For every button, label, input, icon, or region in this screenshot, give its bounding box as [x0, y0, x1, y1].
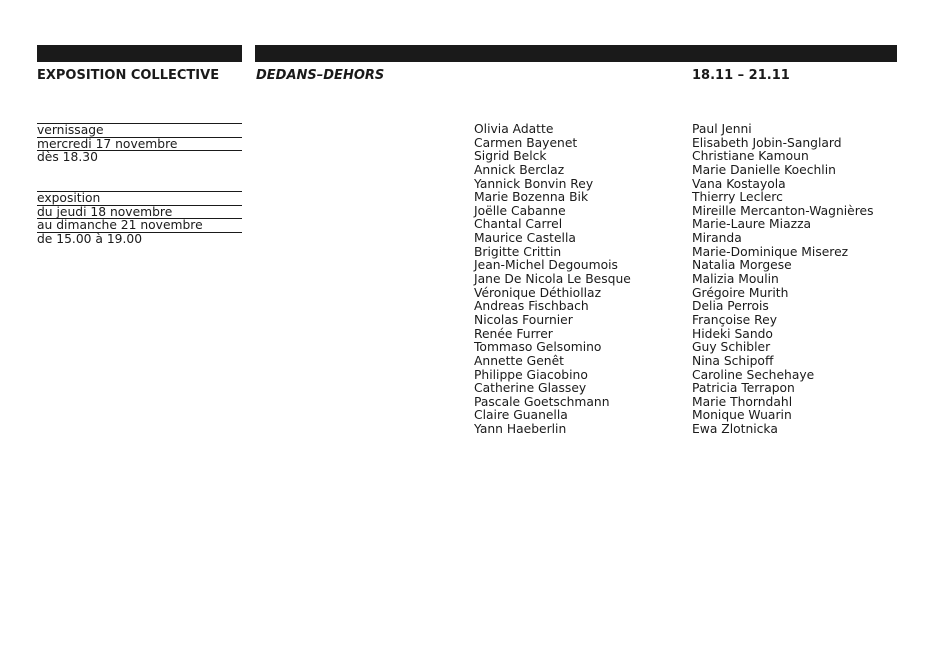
- artist-name: Elisabeth Jobin-Sanglard: [692, 135, 842, 150]
- artist-name: Jane De Nicola Le Besque: [474, 272, 631, 287]
- artist-name: Grégoire Murith: [692, 285, 789, 300]
- artist-name: Marie-Dominique Miserez: [692, 244, 849, 259]
- artist-name: Sigrid Belck: [474, 149, 547, 164]
- artist-name: Annette Genêt: [474, 353, 564, 368]
- artist-name: Thierry Leclerc: [692, 190, 783, 205]
- artist-name: Renée Furrer: [474, 326, 553, 341]
- artist-name: Miranda: [692, 231, 742, 246]
- artist-name: Vana Kostayola: [692, 176, 786, 191]
- artist-name: Françoise Rey: [692, 312, 777, 327]
- artist-name: Marie Bozenna Bik: [474, 190, 589, 205]
- vernissage-label: vernissage: [37, 123, 242, 137]
- artist-name: Brigitte Crittin: [474, 244, 562, 259]
- vernissage-block: [37, 123, 242, 164]
- artist-name: Christiane Kamoun: [692, 149, 809, 164]
- artist-name: Olivia Adatte: [474, 122, 554, 136]
- artist-name: Mireille Mercanton-Wagnières: [692, 203, 874, 218]
- artist-name: Nicolas Fournier: [474, 312, 573, 327]
- header-bar-left: [37, 45, 242, 62]
- artist-name: Monique Wuarin: [692, 408, 792, 423]
- artist-name: Tommaso Gelsomino: [474, 340, 602, 355]
- artist-name: Patricia Terrapon: [692, 381, 795, 396]
- exposition-label: exposition: [37, 191, 242, 205]
- exposition-block: [37, 191, 242, 245]
- artist-name: Caroline Sechehaye: [692, 367, 815, 382]
- artist-name: Chantal Carrel: [474, 217, 563, 232]
- artist-name: Guy Schibler: [692, 340, 771, 355]
- exhibition-dates: 18.11 – 21.11: [692, 68, 790, 83]
- exposition-hours: de 15.00 à 19.00: [37, 232, 242, 246]
- artist-name: Philippe Giacobino: [474, 367, 588, 382]
- header-bar-right: [255, 45, 897, 62]
- vernissage-date: mercredi 17 novembre: [37, 137, 242, 151]
- exposition-to: au dimanche 21 novembre: [37, 218, 242, 232]
- artist-name: Joëlle Cabanne: [474, 203, 566, 218]
- artist-name: Marie-Laure Miazza: [692, 217, 812, 232]
- artist-name: Claire Guanella: [474, 408, 568, 423]
- exhibition-title: DEDANS–DEHORS: [256, 68, 385, 83]
- artist-name: Jean-Michel Degoumois: [474, 258, 618, 273]
- artist-name: Marie Danielle Koechlin: [692, 162, 836, 177]
- artist-name: Maurice Castella: [474, 231, 576, 246]
- artist-list-column-2: [692, 123, 873, 437]
- artist-name: Natalia Morgese: [692, 258, 792, 273]
- artist-name: Malizia Moulin: [692, 272, 779, 287]
- artist-name: Nina Schipoff: [692, 353, 774, 368]
- artist-name: Paul Jenni: [692, 122, 752, 136]
- artist-list-column-1: [474, 123, 631, 437]
- artist-name: Pascale Goetschmann: [474, 394, 610, 409]
- artist-name: Andreas Fischbach: [474, 299, 589, 314]
- artist-name: Delia Perrois: [692, 299, 769, 314]
- artist-name: Catherine Glassey: [474, 381, 587, 396]
- exposition-from: du jeudi 18 novembre: [37, 205, 242, 219]
- vernissage-time: dès 18.30: [37, 150, 242, 164]
- artist-name: Carmen Bayenet: [474, 135, 578, 150]
- artist-name: Véronique Déthiollaz: [474, 285, 602, 300]
- artist-name: Yannick Bonvin Rey: [474, 176, 594, 191]
- artist-name: Marie Thorndahl: [692, 394, 793, 409]
- artist-name: Ewa Zlotnicka: [692, 422, 778, 437]
- artist-name: Hideki Sando: [692, 326, 773, 341]
- exhibition-type-heading: EXPOSITION COLLECTIVE: [37, 68, 220, 83]
- artist-name: Annick Berclaz: [474, 162, 565, 177]
- artist-name: Yann Haeberlin: [474, 422, 567, 437]
